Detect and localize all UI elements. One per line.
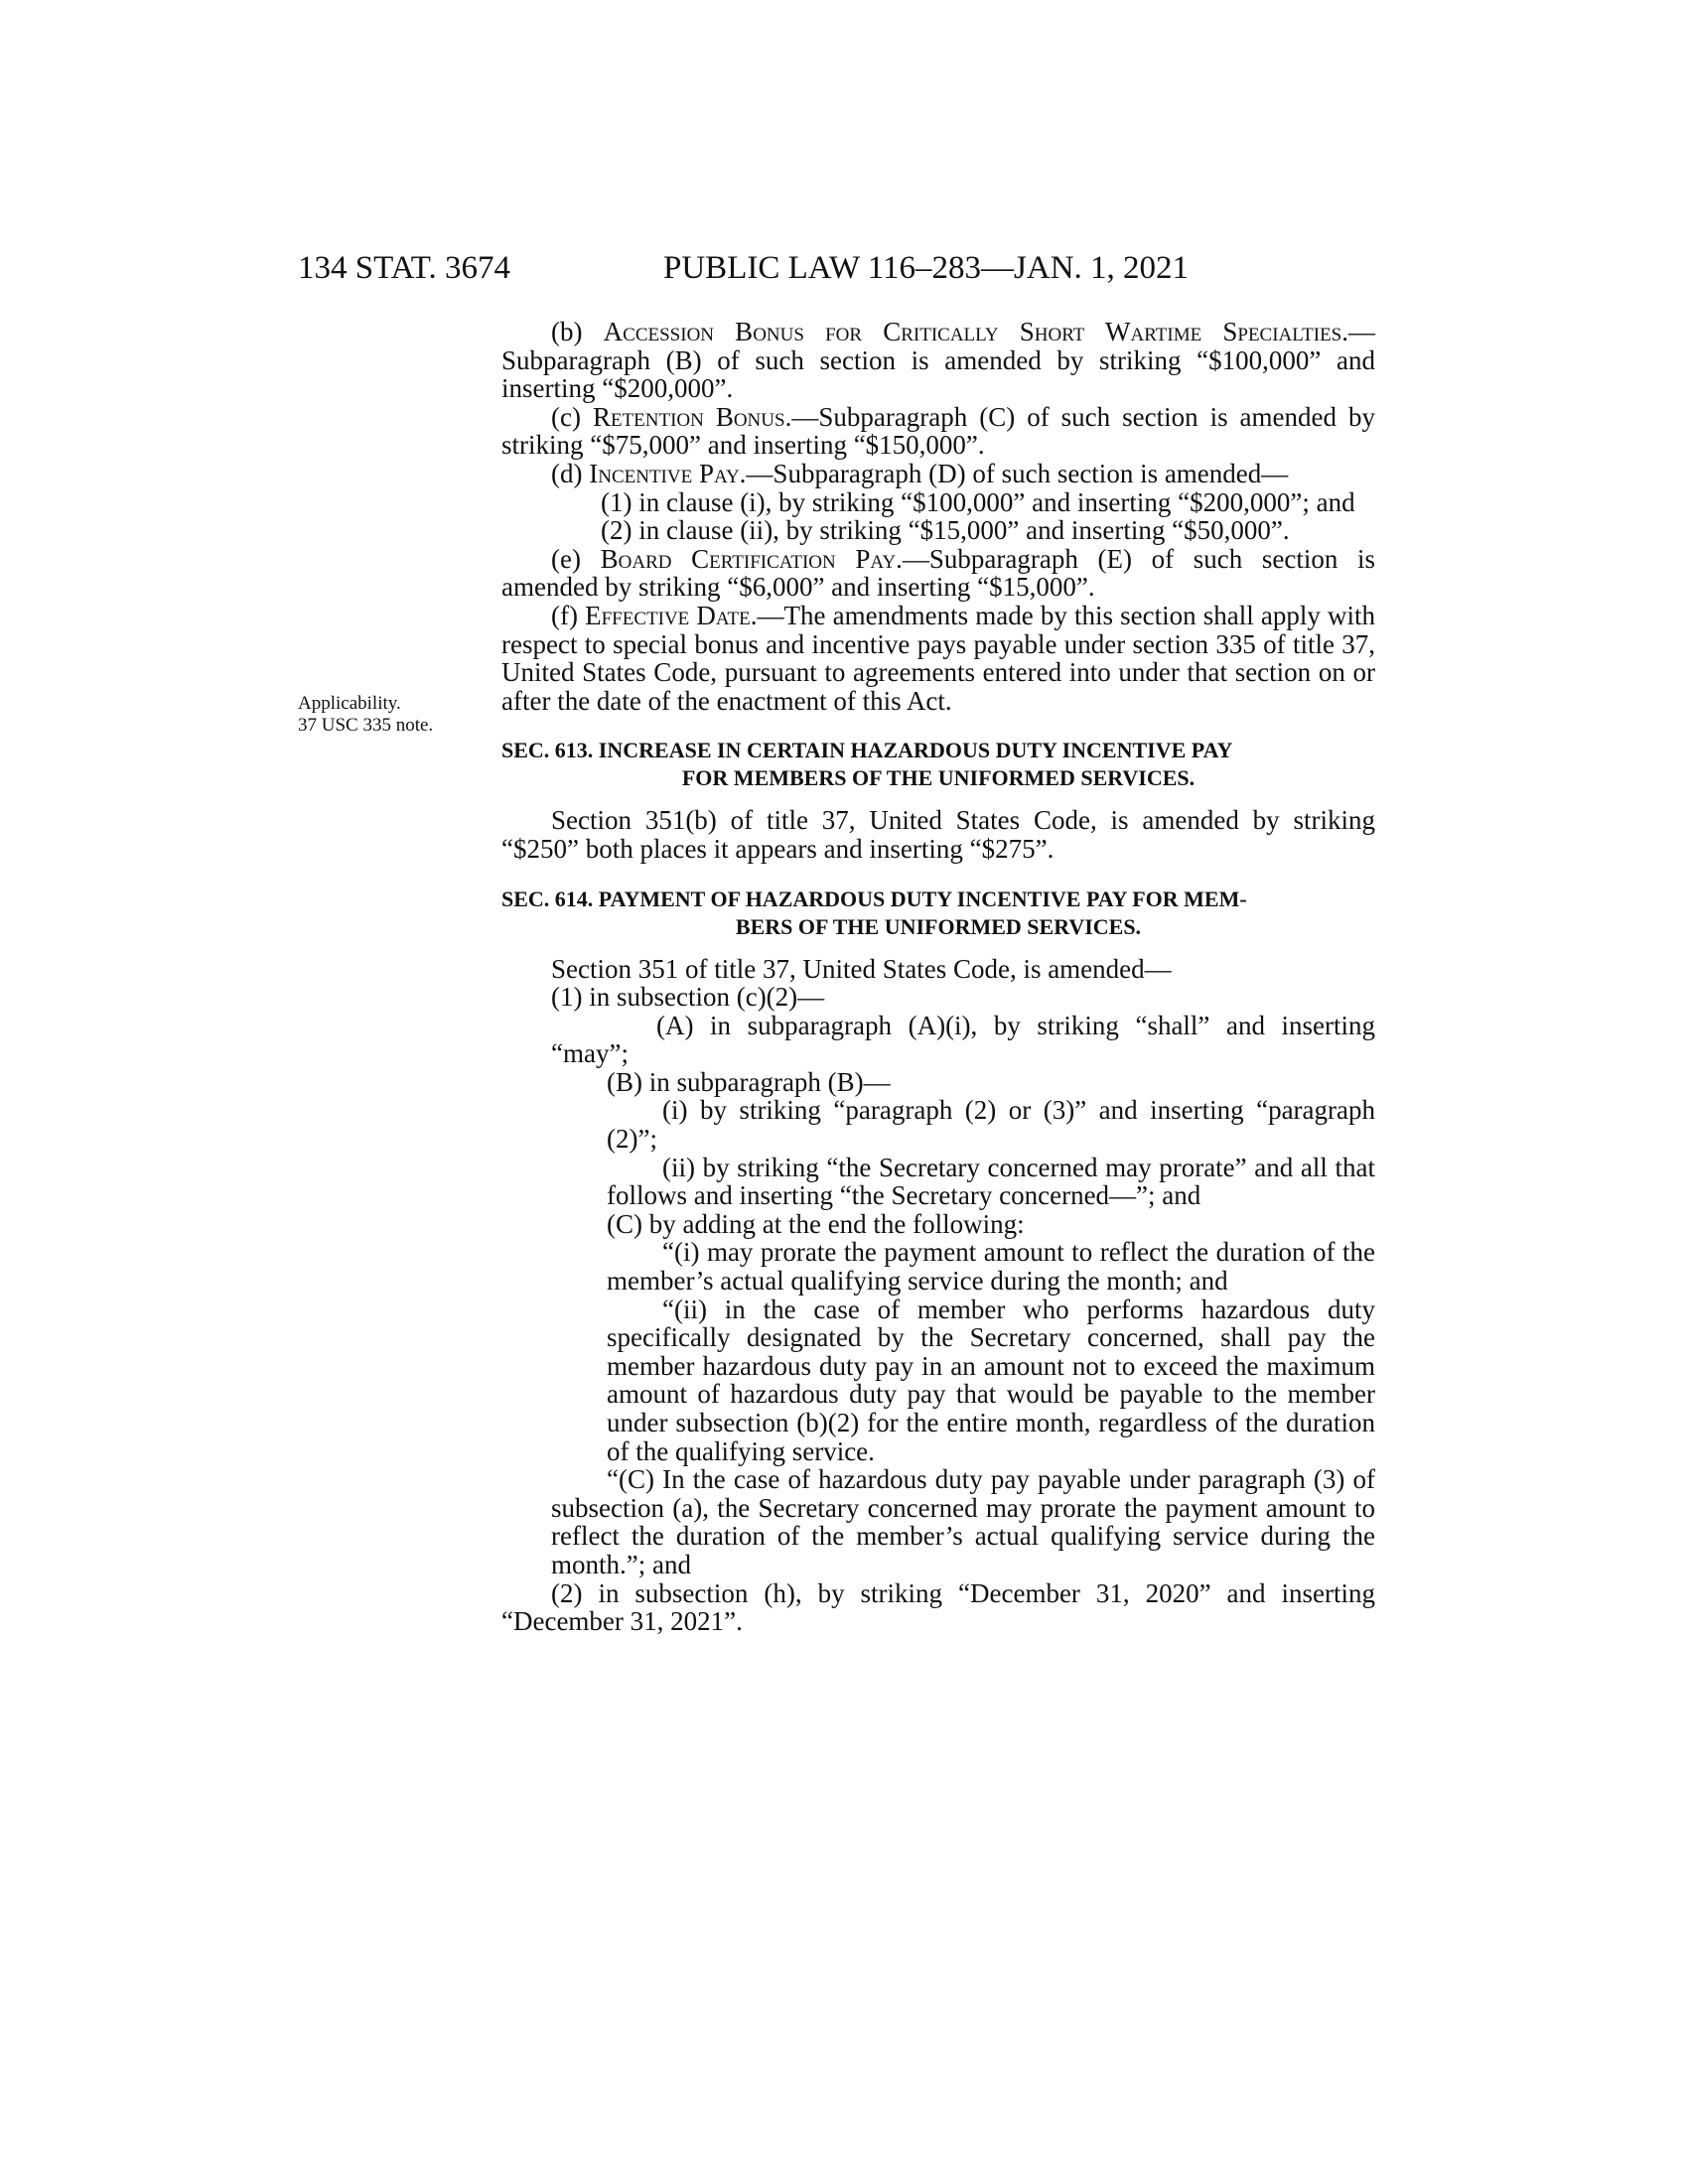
page-header [298,246,1374,290]
section-614-subparagraph-a: (A) in subparagraph (A)(i), by striking “shall” and inserting “may”; [551,1010,1375,1069]
quoted-subparagraph-c: “(C) In the case of hazardous duty pay payable under paragraph (3) of subsection (a), the Secretary concerned may prorate the payment amount to reflect the duration of the member’s actual qualifying service during the month.”; and [551,1464,1375,1579]
margin-note-citation: 37 USC 335 note. [298,715,434,736]
subsection-c: (c) Retention Bonus.—Subparagraph (C) of such section is amended by striking “$75,000” and inserting “$150,000”. [501,401,1375,461]
subsection-d: (d) Incentive Pay.—Subparagraph (D) of such section is amended— [551,458,1289,488]
subsection-d-paragraph-2: (2) in clause (ii), by striking “$15,000” and inserting “$50,000”. [601,515,1290,546]
subsection-c-heading: Retention Bonus [592,401,785,432]
section-614-subparagraph-b: (B) in subparagraph (B)— [607,1066,891,1097]
subsection-f-heading: Effective Date [585,600,751,630]
subsection-f: (f) Effective Date.—The amendments made by this section shall apply with respect to special bonus and incentive pays payable under section 335 of title 37, United States Code, pursuant to agreements entered into under that section on or after the date of the enactment of this Act. [501,600,1375,716]
section-614-intro: Section 351 of title 37, United States Code, is amended— [551,953,1172,984]
running-head: PUBLIC LAW 116–283—JAN. 1, 2021 [663,250,1190,286]
section-614-clause-ii: (ii) by striking “the Secretary concerned may prorate” and all that follows and inserting “the Secretary concerned—”; and [607,1152,1375,1211]
section-614-heading: SEC. 614. PAYMENT OF HAZARDOUS DUTY INCENTIVE PAY FOR MEM- BERS OF THE UNIFORMED SERVICES. [501,886,1247,939]
subsection-e: (e) Board Certification Pay.—Subparagraph (E) of such section is amended by striking “$6,000” and inserting “$15,000”. [501,543,1376,603]
subsection-d-paragraph-1: (1) in clause (i), by striking “$100,000” and inserting “$200,000”; and [601,486,1355,517]
document-body [501,318,1375,1636]
quoted-clause-i: “(i) may prorate the payment amount to reflect the duration of the member’s actual qualifying service during the month; and [607,1237,1375,1297]
section-614-clause-i: (i) by striking “paragraph (2) or (3)” and inserting “paragraph (2)”; [607,1095,1375,1155]
subsection-b-heading: Accession Bonus for Critically Short Wartime Specialties [603,317,1342,346]
subsection-e-heading: Board Certification Pay [600,543,897,574]
section-614-paragraph-2: (2) in subsection (h), by striking “December 31, 2020” and inserting “December 31, 2021”. [501,1577,1375,1637]
section-613-text: Section 351(b) of title 37, United States Code, is amended by striking “$250” both places it appears and inserting “$275”. [501,805,1375,864]
subsection-d-heading: Incentive Pay [589,458,740,488]
section-613-heading: SEC. 613. INCREASE IN CERTAIN HAZARDOUS DUTY INCENTIVE PAY FOR MEMBERS OF THE UNIFORMED SERVICES. [501,738,1233,791]
page-number: 134 STAT. 3674 [298,250,511,286]
quoted-clause-ii: “(ii) in the case of member who performs hazardous duty specifically designated by the Secretary concerned, shall pay the member hazardous duty pay in an amount not to exceed the maximum amount of hazardous duty pay that would be payable to the member under subsection (b)(2) for the entire month, regardless of the duration of the qualifying service. [607,1294,1375,1466]
section-614-paragraph-1: (1) in subsection (c)(2)— [551,982,825,1013]
margin-note-applicability: Applicability. [298,693,401,714]
subsection-b: (b) Accession Bonus for Critically Short Wartime Specialties.—Subparagraph (B) of such section is amended by striking “$100,000” and inserting “$200,000”. [501,317,1376,404]
section-614-subparagraph-c: (C) by adding at the end the following: [607,1208,1025,1239]
margin-note [298,693,467,737]
